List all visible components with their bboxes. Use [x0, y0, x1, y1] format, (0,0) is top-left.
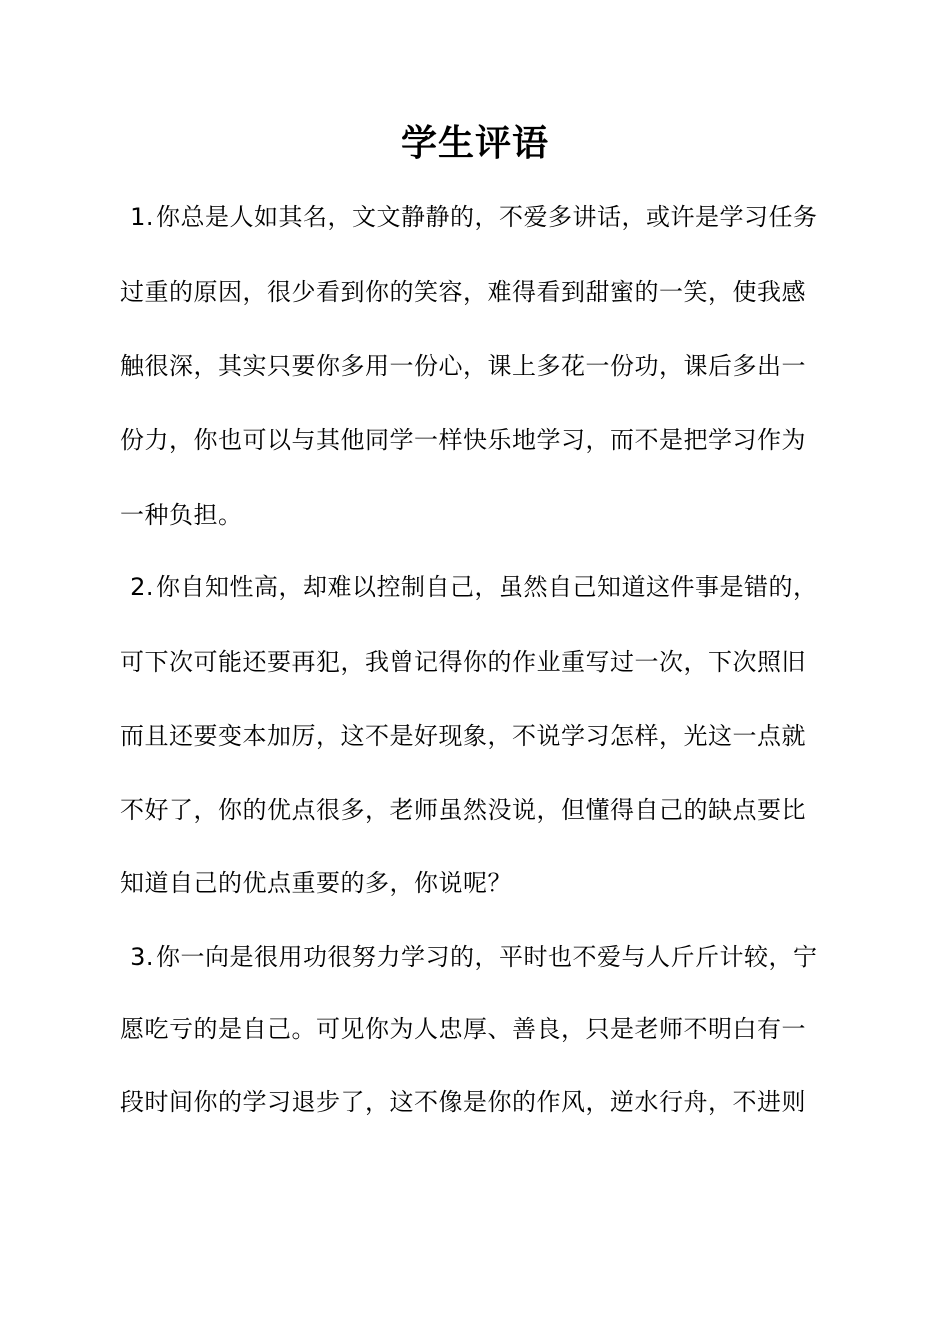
paragraph-2-line-3: 而且还要变本加厉，这不是好现象，不说学习怎样，光这一点就	[120, 722, 806, 750]
paragraph-1-line-4: 份力，你也可以与其他同学一样快乐地学习，而不是把学习作为	[120, 426, 806, 454]
paragraph-line-text: 你一向是很用功很努力学习的，平时也不爱与人斤斤计较，宁	[156, 943, 818, 971]
paragraph-3-line-3: 段时间你的学习退步了，这不像是你的作风，逆水行舟，不进则	[120, 1088, 806, 1116]
paragraph-1-line-2: 过重的原因，很少看到你的笑容，难得看到甜蜜的一笑，使我感	[120, 278, 806, 306]
paragraph-3-number: 3.	[130, 943, 154, 971]
paragraph-3-line-2: 愿吃亏的是自己。可见你为人忠厚、善良，只是老师不明白有一	[120, 1015, 806, 1043]
paragraph-1-line-5: 一种负担。	[120, 501, 243, 529]
paragraph-2-line-1	[120, 570, 860, 604]
page-title: 学生评语	[400, 123, 549, 164]
paragraph-1-line-3: 触很深，其实只要你多用一份心，课上多花一份功，课后多出一	[120, 352, 806, 380]
paragraph-2-line-2: 可下次可能还要再犯，我曾记得你的作业重写过一次，下次照旧	[120, 648, 806, 676]
paragraph-line-text: 你总是人如其名，文文静静的，不爱多讲话，或许是学习任务	[156, 203, 818, 231]
paragraph-3-line-1	[120, 940, 860, 974]
paragraph-2-line-5: 知道自己的优点重要的多，你说呢？	[120, 869, 512, 897]
paragraph-1-number: 1.	[130, 203, 154, 231]
paragraph-1-line-1	[120, 200, 860, 234]
paragraph-2-number: 2.	[130, 573, 154, 601]
paragraph-2-line-4: 不好了，你的优点很多，老师虽然没说，但懂得自己的缺点要比	[120, 796, 806, 824]
paragraph-line-text: 你自知性高，却难以控制自己，虽然自己知道这件事是错的，	[156, 573, 818, 601]
